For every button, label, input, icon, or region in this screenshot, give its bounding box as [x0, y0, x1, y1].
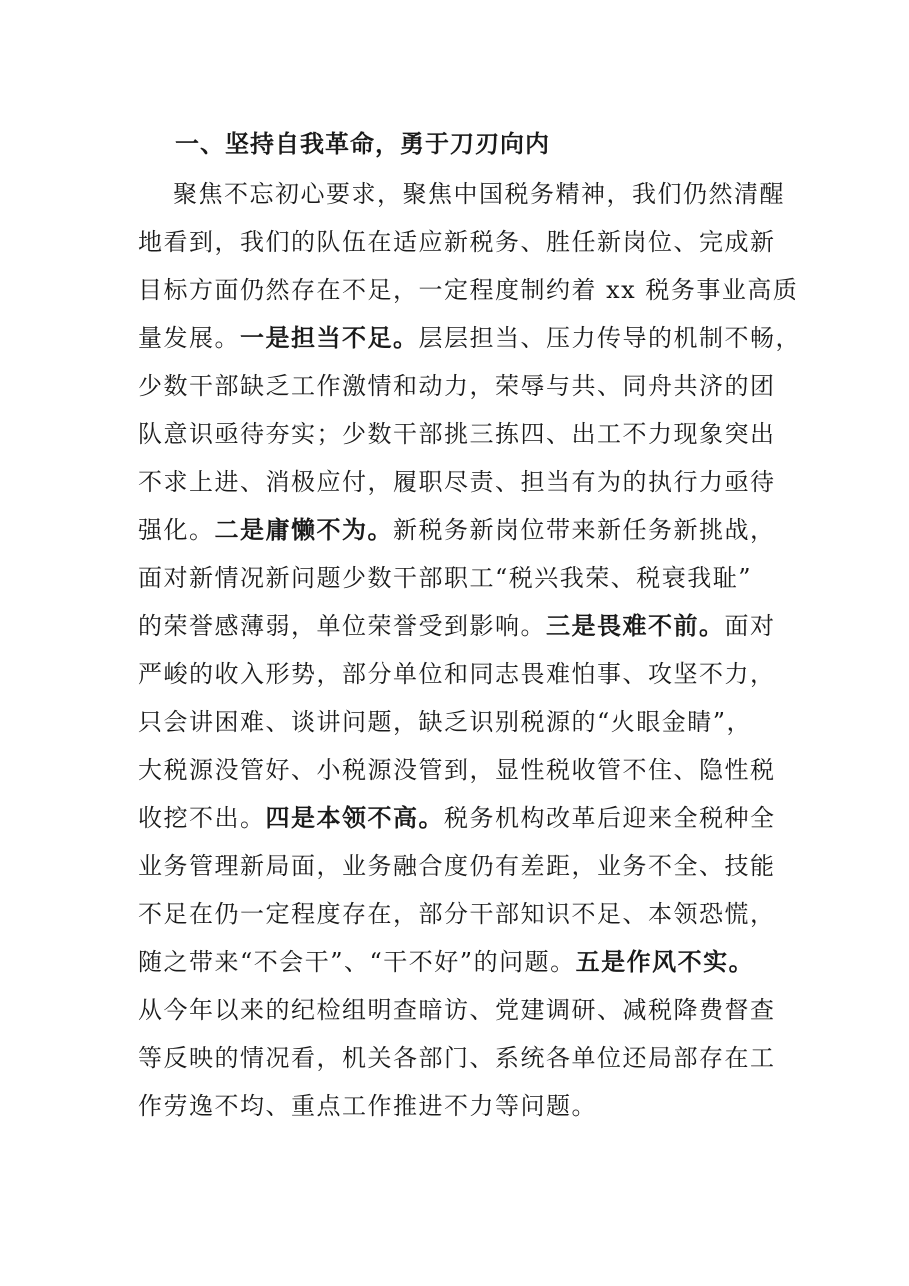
text-run: 面对	[724, 612, 776, 640]
text-line	[138, 746, 778, 794]
bold-point-label: 五是作风不实。	[575, 947, 755, 976]
text-line	[138, 266, 799, 314]
text-line	[138, 410, 778, 458]
text-run: 收挖不出。	[138, 804, 266, 832]
text-run: 等反映的情况看，机关各部门、系统各单位还局部存在工	[138, 1044, 776, 1072]
text-run: 作劳逸不均、重点工作推进不力等问题。	[138, 1092, 597, 1120]
text-line	[138, 506, 778, 554]
text-run: 从今年以来的纪检组明查暗访、党建调研、减税降费督查	[138, 996, 776, 1024]
text-run: 税务机构改革后迎来全税种全	[444, 804, 776, 832]
bold-point-label: 一是担当不足。	[240, 323, 419, 352]
text-line	[138, 890, 778, 938]
bold-point-label: 四是本领不高。	[265, 803, 444, 832]
bold-point-label: 二是庸懒不为。	[214, 515, 393, 544]
text-run: 不求上进、消极应付，履职尽责、担当有为的执行力亟待	[138, 468, 776, 496]
text-line	[138, 554, 778, 602]
text-line	[138, 842, 778, 890]
text-run: 严峻的收入形势，部分单位和同志畏难怕事、攻坚不力，	[138, 660, 776, 688]
text-line	[138, 1082, 778, 1130]
text-run: 不足在仍一定程度存在，部分干部知识不足、本领恐慌，	[138, 900, 776, 928]
text-line	[138, 698, 778, 746]
text-line	[138, 650, 778, 698]
text-run: 少数干部缺乏工作激情和动力，荣辱与共、同舟共济的团	[138, 372, 776, 400]
text-run: 面对新情况新问题少数干部职工“税兴我荣、税衰我耻”	[138, 564, 753, 592]
text-line	[138, 938, 778, 986]
text-line	[138, 170, 785, 218]
text-run: 业务管理新局面，业务融合度仍有差距，业务不全、技能	[138, 852, 776, 880]
text-run: 的荣誉感薄弱，单位荣誉受到影响。	[138, 612, 546, 640]
text-run: 新税务新岗位带来新任务新挑战，	[393, 516, 776, 544]
text-run: 量发展。	[138, 324, 240, 352]
text-run: 强化。	[138, 516, 215, 544]
text-line	[138, 602, 778, 650]
text-run: 目标方面仍然存在不足，一定程度制约着 xx 税务事业高质	[138, 276, 799, 304]
text-line	[138, 1034, 778, 1082]
text-line	[138, 218, 778, 266]
text-run: 层层担当、压力传导的机制不畅，	[418, 324, 801, 352]
text-run: 大税源没管好、小税源没管到，显性税收管不住、隐性税	[138, 756, 776, 784]
text-line	[138, 794, 778, 842]
text-line	[138, 314, 801, 362]
text-run: 只会讲困难、谈讲问题，缺乏识别税源的“火眼金睛”，	[138, 708, 753, 736]
text-run: 地看到，我们的队伍在适应新税务、胜任新岗位、完成新	[138, 228, 776, 256]
text-line	[138, 986, 778, 1034]
text-run: 随之带来“不会干”、“干不好”的问题。	[138, 948, 576, 976]
text-line	[138, 362, 778, 410]
text-run: 队意识亟待夯实；少数干部挑三拣四、出工不力现象突出	[138, 420, 776, 448]
text-run: 聚焦不忘初心要求，聚焦中国税务精神，我们仍然清醒	[173, 180, 785, 208]
section-heading: 一、坚持自我革命，勇于刀刃向内	[175, 129, 550, 158]
body-paragraph	[138, 170, 801, 1130]
bold-point-label: 三是畏难不前。	[546, 611, 725, 640]
text-line	[138, 458, 778, 506]
